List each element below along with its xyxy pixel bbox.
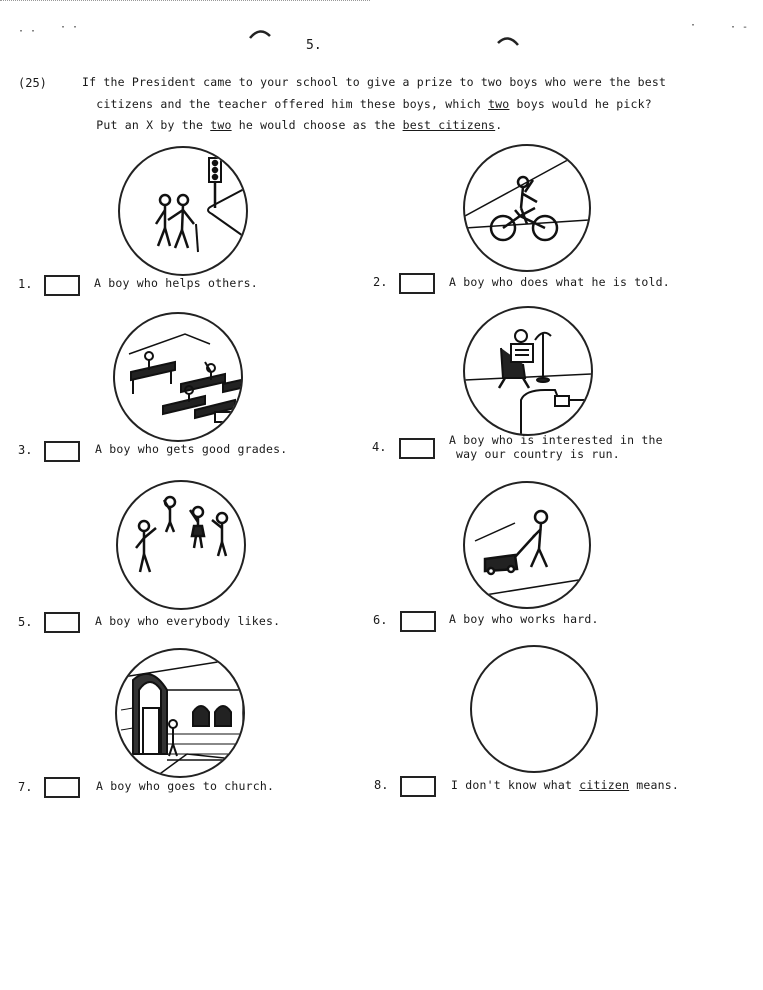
option-6-label: A boy who works hard.: [449, 612, 599, 626]
option-7-label: A boy who goes to church.: [96, 779, 275, 793]
option-3-number: 3.: [18, 443, 33, 457]
option-8-illustration: [470, 645, 598, 773]
option-5-label: A boy who everybody likes.: [95, 614, 281, 628]
option-7-illustration: [115, 648, 245, 778]
option-7-number: 7.: [18, 780, 33, 794]
page-top-edge: [0, 0, 370, 1]
option-6-illustration: [463, 481, 591, 609]
question-line-3: Put an X by the two he would choose as the best citizens.: [96, 118, 503, 132]
scan-speck: ·: [690, 20, 697, 31]
option-3-label: A boy who gets good grades.: [95, 442, 288, 456]
underlined-two: two: [210, 118, 232, 132]
option-2-checkbox[interactable]: [399, 273, 435, 294]
underlined-citizen: citizen: [579, 778, 630, 792]
question-number: (25): [18, 76, 47, 90]
option-2-label: A boy who does what he is told.: [449, 275, 670, 289]
option-6-checkbox[interactable]: [400, 611, 436, 632]
option-5-checkbox[interactable]: [44, 612, 80, 633]
option-2-illustration: [463, 144, 591, 272]
underlined-best-citizens: best citizens: [402, 118, 496, 132]
question-line-1: If the President came to your school to give a prize to two boys who were the best: [82, 75, 667, 89]
option-2-number: 2.: [373, 275, 388, 289]
punch-hole-mark: [248, 26, 272, 42]
option-4-illustration: [463, 306, 593, 436]
underlined-two: two: [488, 96, 510, 111]
option-1-illustration: [118, 146, 248, 276]
option-4-number: 4.: [372, 440, 387, 454]
option-7-checkbox[interactable]: [44, 777, 80, 798]
option-5-number: 5.: [18, 615, 33, 629]
page-number: 5.: [306, 38, 322, 53]
scan-speck: · ·: [60, 22, 79, 33]
option-3-checkbox[interactable]: [44, 441, 80, 462]
question-text: [82, 72, 666, 137]
scan-speck: · -: [730, 22, 749, 33]
option-8-checkbox[interactable]: [400, 776, 436, 797]
option-6-number: 6.: [373, 613, 388, 627]
option-1-label: A boy who helps others.: [94, 276, 258, 290]
option-1-number: 1.: [18, 277, 33, 291]
option-8-label: I don't know what citizen means.: [451, 778, 679, 792]
punch-hole-mark: [496, 33, 520, 49]
option-8-number: 8.: [374, 778, 389, 792]
scan-speck: · ·: [18, 26, 37, 37]
option-4-label-line-2: way our country is run.: [456, 447, 620, 461]
option-4-checkbox[interactable]: [399, 438, 435, 459]
option-3-illustration: [113, 312, 243, 442]
question-line-2: citizens and the teacher offered him these boys, which two boys would he pick?: [96, 96, 652, 111]
option-1-checkbox[interactable]: [44, 275, 80, 296]
option-4-label-line-1: A boy who is interested in the: [449, 433, 663, 447]
option-5-illustration: [116, 480, 246, 610]
